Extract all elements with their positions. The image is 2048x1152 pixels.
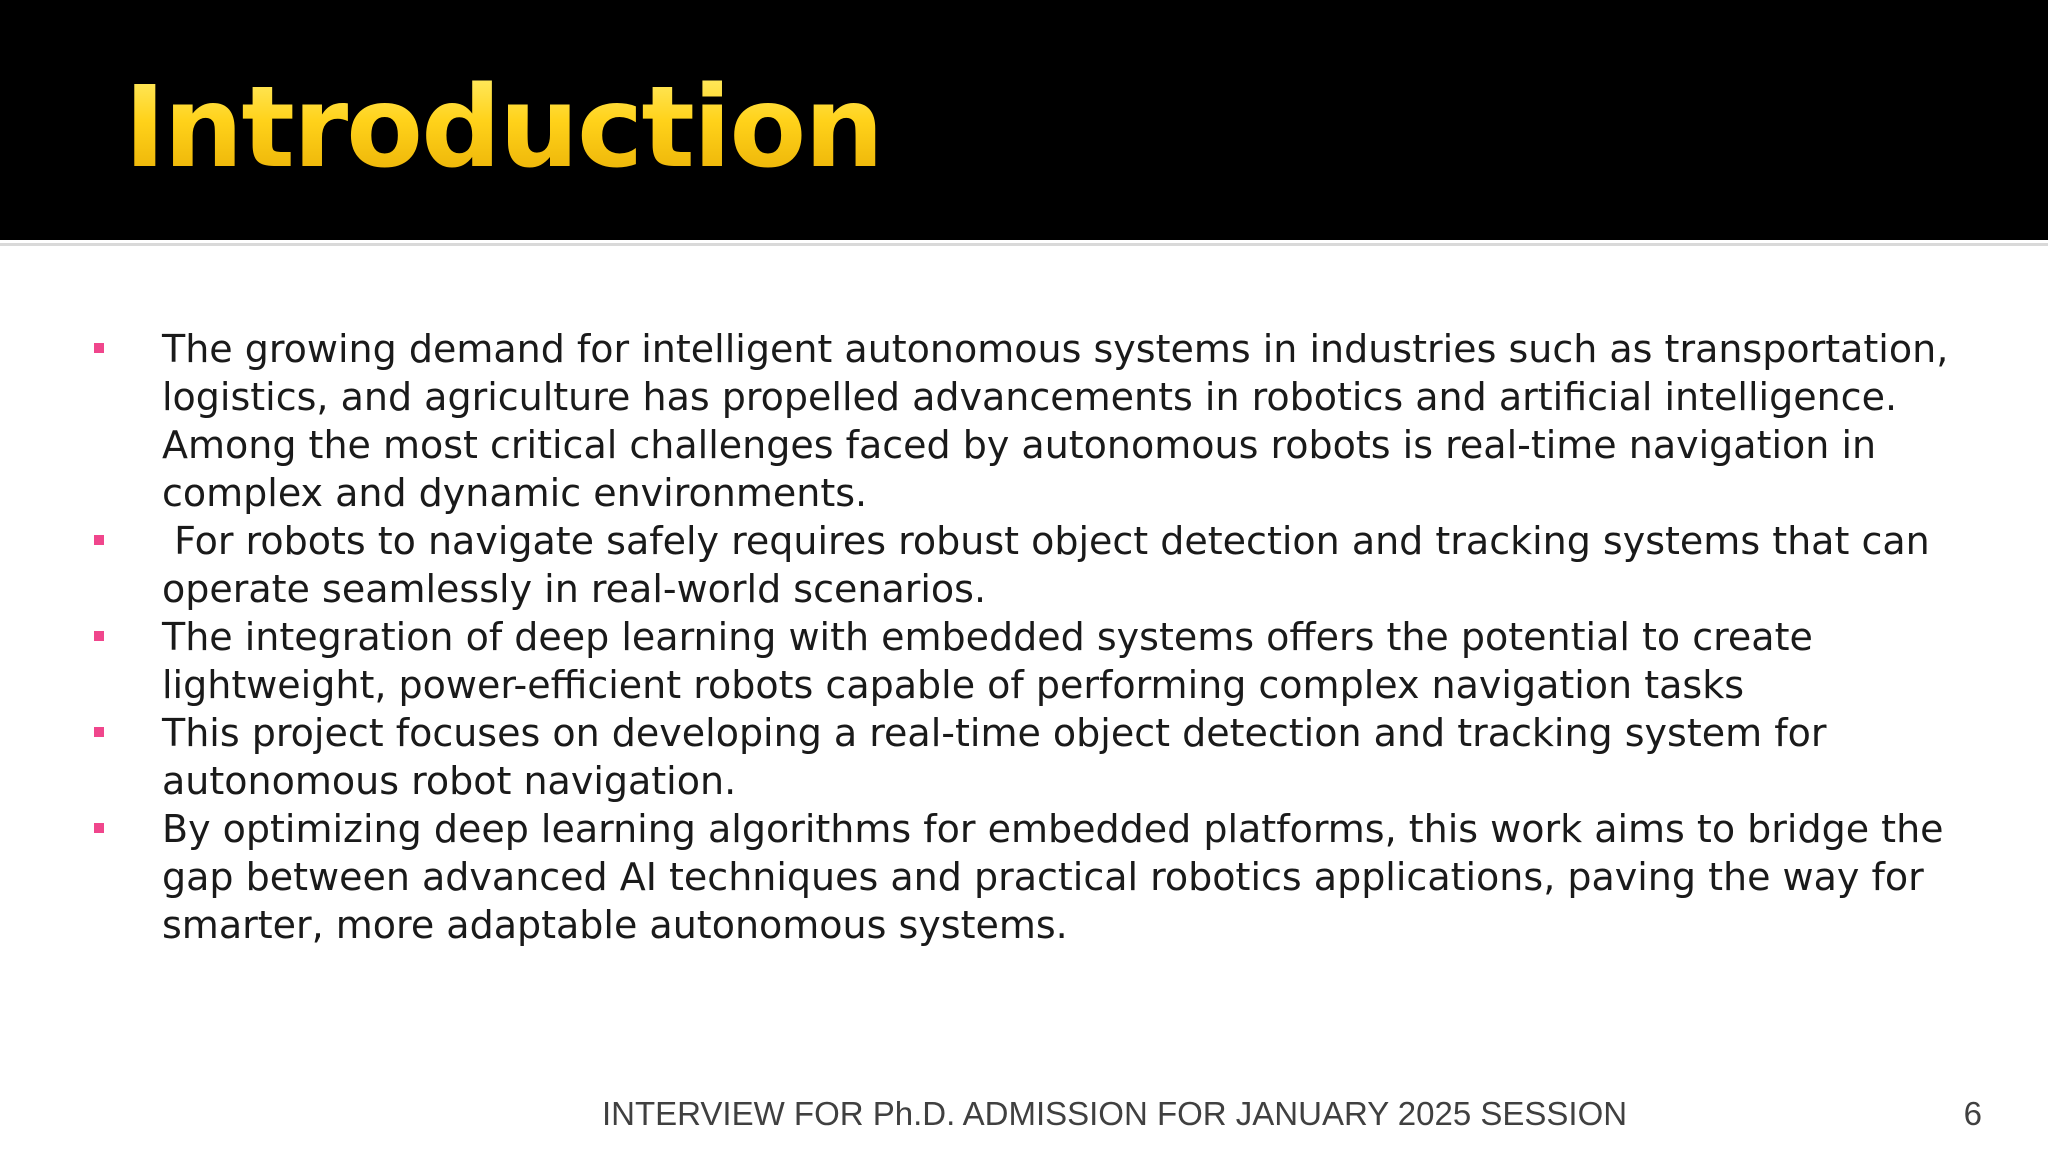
- bullet-item: [86, 709, 1966, 805]
- bullet-item: [86, 517, 1966, 613]
- bullet-square-icon: [94, 823, 104, 833]
- bullet-square-icon: [94, 727, 104, 737]
- slide-number: 6: [1963, 1095, 1982, 1132]
- bullet-item: [86, 613, 1966, 709]
- bullet-square-icon: [94, 631, 104, 641]
- slide-title: Introduction: [124, 58, 882, 198]
- bullet-text: The growing demand for intelligent autonomous systems in industries such as transportation, logistics, and agriculture has propelled advancements in robotics and artificial intelligence. Among the most critical challenges faced by autonomous robots is real-time navigation in complex and dynamic environments.: [162, 327, 1949, 515]
- bullet-text: By optimizing deep learning algorithms for embedded platforms, this work aims to bridge the gap between advanced AI techniques and practical robotics applications, paving the way for smarter, more adaptable autonomous systems.: [162, 807, 1944, 947]
- bullet-item: [86, 325, 1966, 517]
- bullet-text: This project focuses on developing a real-time object detection and tracking system for autonomous robot navigation.: [162, 711, 1827, 803]
- bullet-list: [86, 325, 1966, 949]
- bullet-square-icon: [94, 343, 104, 353]
- bullet-text: For robots to navigate safely requires robust object detection and tracking systems that can operate seamlessly in real-world scenarios.: [162, 519, 1942, 611]
- bullet-item: [86, 805, 1966, 949]
- bullet-text: The integration of deep learning with embedded systems offers the potential to create lightweight, power-efficient robots capable of performing complex navigation tasks: [162, 615, 1813, 707]
- bullet-square-icon: [94, 535, 104, 545]
- slide-footer: INTERVIEW FOR Ph.D. ADMISSION FOR JANUARY 2025 SESSION: [602, 1095, 1628, 1132]
- title-divider: [0, 243, 2048, 246]
